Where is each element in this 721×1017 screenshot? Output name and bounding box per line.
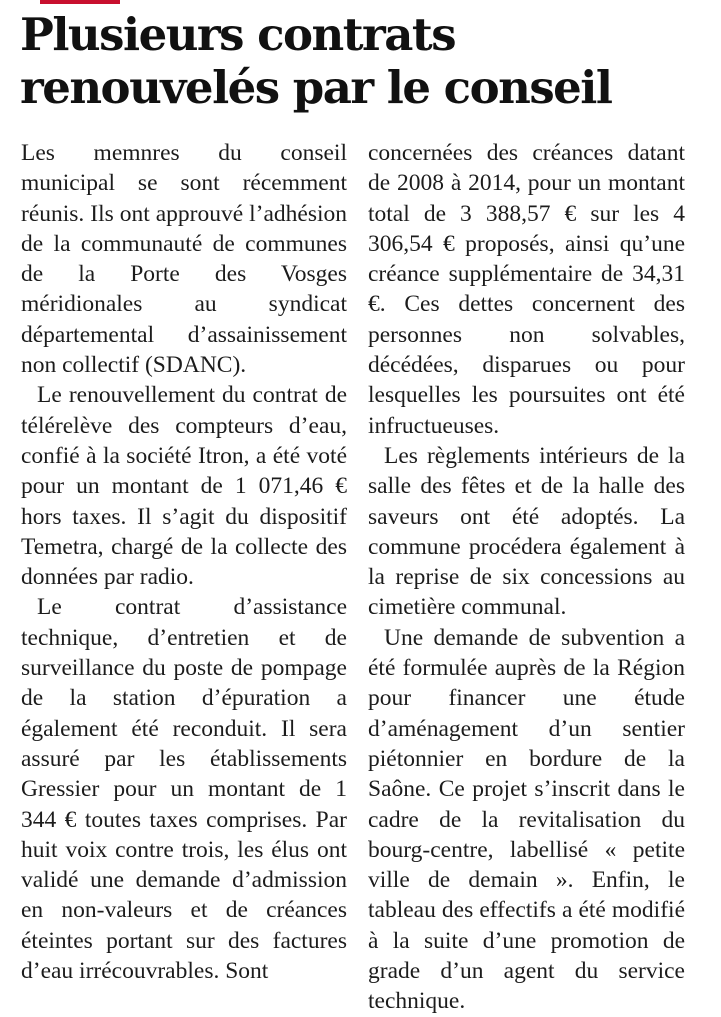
rubric-color-mark <box>40 0 120 4</box>
article-headline: Plusieurs contrats renouvelés par le conseil <box>20 8 612 114</box>
article-column-left <box>21 138 347 986</box>
article-paragraph-continued: concernées des créances datant de 2008 à 2014, pour un montant total de 3 388,57 € sur les 4 306,54 € proposés, ainsi qu’une créance supplémentaire de 34,31 €. Ces dettes concernent des personnes non solvables, décédées, disparues ou pour lesquelles les poursuites ont été infructueuses. <box>368 140 685 439</box>
article-paragraph: Une demande de subvention a été formulée auprès de la Région pour financer une étude d’aménagement d’un sentier piétonnier en bordure de la Saône. Ce projet s’inscrit dans le cadre de la revitalisation du bourg-centre, labellisé « petite ville de demain ». Enfin, le tableau des effectifs a été modifié à la suite d’une promotion de grade d’un agent du service technique. <box>368 624 685 1015</box>
article-column-right <box>368 138 685 1017</box>
article-paragraph: Le contrat d’assistance technique, d’entretien et de surveillance du poste de pompage de la station d’épuration a également été reconduit. Il sera assuré par les établissements Gressier pour un montant de 1 344 € toutes taxes comprises. Par huit voix contre trois, les élus ont validé une demande d’admission en non-valeurs et de créances éteintes portant sur des factures d’eau irrécouvrables. Sont <box>21 594 347 985</box>
article-paragraph: Les règlements intérieurs de la salle des fêtes et de la halle des saveurs ont été adoptés. La commune procédera également à la reprise de six concessions au cimetière communal. <box>368 442 685 621</box>
article-paragraph: Le renouvellement du contrat de télérelève des compteurs d’eau, confié à la société Itron, a été voté pour un montant de 1 071,46 € hors taxes. Il s’agit du dispositif Temetra, chargé de la collecte des données par radio. <box>21 382 347 591</box>
article-paragraph: Les memnres du conseil municipal se sont récemment réunis. Ils ont approuvé l’adhésion de la communauté de communes de la Porte des Vosges méridionales au syndicat départemental d’assainissement non collectif (SDANC). <box>21 140 347 379</box>
